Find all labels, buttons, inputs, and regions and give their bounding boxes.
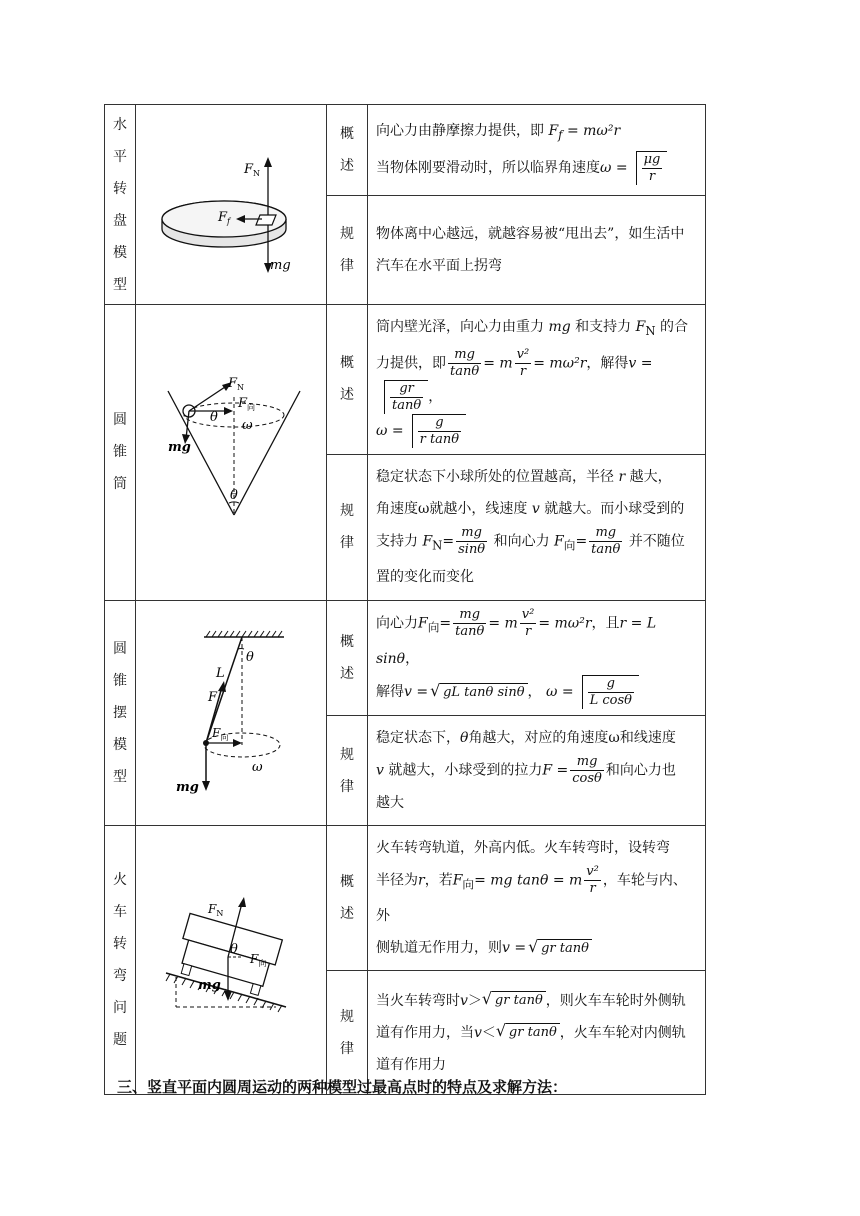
- fig-fn-label: $F_N$: [244, 161, 261, 178]
- fig-omega-label: ω: [242, 418, 253, 434]
- pendulum-rule-text: 稳定状态下，θ角越大，对应的角速度ω和线速度 v 就越大，小球受到的拉力F = $\frac{mg}{\cos\theta}$ 和向心力也 越大: [368, 716, 706, 826]
- fig-theta-apex-label: θ: [230, 488, 238, 504]
- fig-ff-label: $F_f$: [218, 209, 230, 226]
- fig-L-label: L: [216, 666, 225, 682]
- fig-fx-label: $F_向$: [212, 726, 229, 743]
- fig-F-label: F: [208, 690, 218, 706]
- fig-omega-label: ω: [252, 760, 263, 776]
- pendulum-rule-label: 规 律: [327, 716, 368, 826]
- cone-rule-label: 规 律: [327, 454, 368, 600]
- train-rule-text: 当火车转弯时v＞√ gr tanθ ，则火车车轮时外侧轨 道有作用力，当v＜√ gr tanθ ，火车车轮对内侧轨 道有作用力: [368, 971, 706, 1095]
- turntable-rule-text: 物体离中心越远，就越容易被“甩出去”，如生活中汽车在水平面上拐弯: [368, 196, 706, 305]
- fig-mg-label: mg: [168, 440, 191, 456]
- fig-mg-label: mg: [270, 257, 291, 273]
- fig-fn-label: $F_N$: [208, 902, 224, 919]
- cone-summary-label: 概 述: [327, 305, 368, 455]
- row-label-cone: 圆 锥 筒: [105, 305, 136, 601]
- fig-mg-label: mg: [198, 978, 221, 994]
- row-label-train: 火 车 转 弯 问 题: [105, 826, 136, 1095]
- pendulum-figure: [136, 600, 327, 825]
- train-rule-label: 规 律: [327, 971, 368, 1095]
- fig-fx-label: $F_向$: [238, 396, 256, 413]
- cone-summary-text: 筒内壁光泽，向心力由重力 mg 和支持力 $F_N$ 的合 力提供，即 $\frac{mg}{\tan\theta}$ = m $\frac{\text{v²}}{r}$ = mω²r，解得v = $\frac{gr}{\tan\theta}$ ， ω = $\frac{g}{\text{r tanθ}}$: [368, 305, 706, 455]
- row-cone-summary: [105, 305, 706, 455]
- cone-figure: [136, 305, 327, 601]
- models-table: [104, 104, 706, 1095]
- pendulum-summary-text: 向心力$F_向=$ $\frac{mg}{\tan\theta}$ = m $\frac{\text{v²}}{r}$ = mω²r，且r = L sinθ， 解得v =√ gL tanθ sinθ ， ω = $\frac{g}{\text{L cosθ}}$: [368, 600, 706, 715]
- turntable-figure: [136, 105, 327, 305]
- fig-fn-label: $F_N$: [228, 377, 245, 393]
- row-label-pendulum: 圆 锥 摆 模 型: [105, 600, 136, 825]
- row-pendulum-summary: [105, 600, 706, 715]
- fig-fx-label: $F_向$: [250, 952, 267, 969]
- fig-mg-label: mg: [176, 780, 199, 796]
- row-turntable-summary: [105, 105, 706, 196]
- train-summary-label: 概 述: [327, 826, 368, 971]
- turntable-summary-text: 向心力由静摩擦力提供，即 $F_f = m\omega^2r$ 当物体刚要滑动时，所以临界角速度ω = $\frac{\mu g}{r}$: [368, 105, 706, 196]
- fig-theta-label: θ: [246, 650, 254, 666]
- section-heading: 三、竖直平面内圆周运动的两种模型过最高点时的特点及求解方法：: [117, 1078, 568, 1096]
- train-figure: [136, 826, 327, 1095]
- turntable-rule-label: 规 律: [327, 196, 368, 305]
- cone-rule-text: 稳定状态下小球所处的位置越高，半径 r 越大， 角速度ω就越小，线速度 v 就越大。而小球受到的 支持力 $F_N=$ $\frac{mg}{\sin\theta}$ 和向心力 $F_向=$ $\frac{mg}{\tan\theta}$ 并不随位 置的变化而变化: [368, 454, 706, 600]
- turntable-summary-label: 概 述: [327, 105, 368, 196]
- fig-theta-label: θ: [230, 942, 238, 958]
- train-summary-text: 火车转弯轨道，外高内低。火车转弯时，设转弯 半径为r，若$F_向=$ mg tanθ = m $\frac{\text{v²}}{r}$ ，车轮与内、外 侧轨道无作用力，则v =√ gr tanθ: [368, 826, 706, 971]
- pendulum-summary-label: 概 述: [327, 600, 368, 715]
- row-label-turntable: 水 平 转 盘 模 型: [105, 105, 136, 305]
- fig-theta-label: θ: [210, 410, 218, 426]
- row-train-summary: [105, 826, 706, 971]
